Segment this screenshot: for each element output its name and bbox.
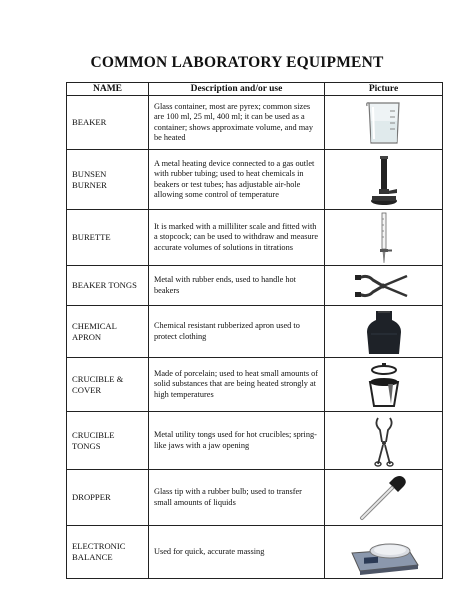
crucible-tongs-icon [364,414,404,468]
equipment-name-text: BEAKER [72,117,107,127]
equipment-table [66,82,443,579]
equipment-name-text: BEAKER TONGS [72,280,137,290]
bunsen-burner-icon [364,153,404,207]
equipment-description: Glass container, most are pyrex; common sizes are 100 ml, 25 ml, 400 ml; it can be used as a container; shows approximate volume, and may be heated [149,96,325,150]
equipment-description: It is marked with a milliliter scale and fitted with a stopcock; can be used to withdraw and measure accurate volumes of solutions in titrations [149,210,325,266]
equipment-name [67,266,149,306]
equipment-name [67,470,149,526]
equipment-description: Metal utility tongs used for hot crucibles; spring-like jaws with a jaw opening [149,412,325,470]
equipment-name [67,526,149,579]
apron-icon [361,308,407,356]
equipment-name [67,210,149,266]
equipment-description: Metal with rubber ends, used to handle hot beakers [149,266,325,306]
equipment-name-text: CHEMICAL APRON [72,320,117,342]
equipment-picture [325,470,443,526]
equipment-name [67,306,149,358]
equipment-name-text: DROPPER [72,492,111,502]
balance-icon [346,529,422,575]
equipment-picture [325,150,443,210]
equipment-picture [325,412,443,470]
table-row [67,150,443,210]
equipment-name-text: BURETTE [72,232,111,242]
dropper-icon [354,472,414,524]
header-name: NAME [67,83,149,96]
table-row [67,306,443,358]
table-row [67,526,443,579]
equipment-name [67,358,149,412]
beaker-icon [359,99,409,147]
equipment-name [67,96,149,150]
beaker-tongs-icon [353,270,415,302]
table-row [67,96,443,150]
equipment-description: A metal heating device connected to a gas outlet with rubber tubing; used to heat chemicals in beakers or test tubes; has adjustable air-hole allowing some control of temperature [149,150,325,210]
equipment-description: Made of porcelain; used to heat small amounts of solid substances that are being heated strongly at high temperatures [149,358,325,412]
equipment-name [67,150,149,210]
page-title: COMMON LABORATORY EQUIPMENT [90,54,384,71]
equipment-picture [325,266,443,306]
equipment-description: Glass tip with a rubber bulb; used to transfer small amounts of liquids [149,470,325,526]
equipment-picture [325,526,443,579]
equipment-picture [325,96,443,150]
equipment-name-text: BUNSEN BURNER [72,168,107,190]
equipment-name-text: CRUCIBLE & COVER [72,373,124,395]
equipment-description: Chemical resistant rubberized apron used to protect clothing [149,306,325,358]
equipment-description: Used for quick, accurate massing [149,526,325,579]
equipment-name-text: CRUCIBLE TONGS [72,429,115,451]
table-header-row [67,83,443,96]
table-row [67,358,443,412]
burette-icon [369,211,399,265]
table-row [67,266,443,306]
table-row [67,470,443,526]
equipment-name [67,412,149,470]
header-picture: Picture [325,83,443,96]
crucible-icon [359,360,409,410]
equipment-name-text: ELECTRONIC BALANCE [72,541,126,562]
header-description: Description and/or use [149,83,325,96]
equipment-picture [325,358,443,412]
equipment-picture [325,306,443,358]
table-row [67,412,443,470]
table-row [67,210,443,266]
equipment-picture [325,210,443,266]
